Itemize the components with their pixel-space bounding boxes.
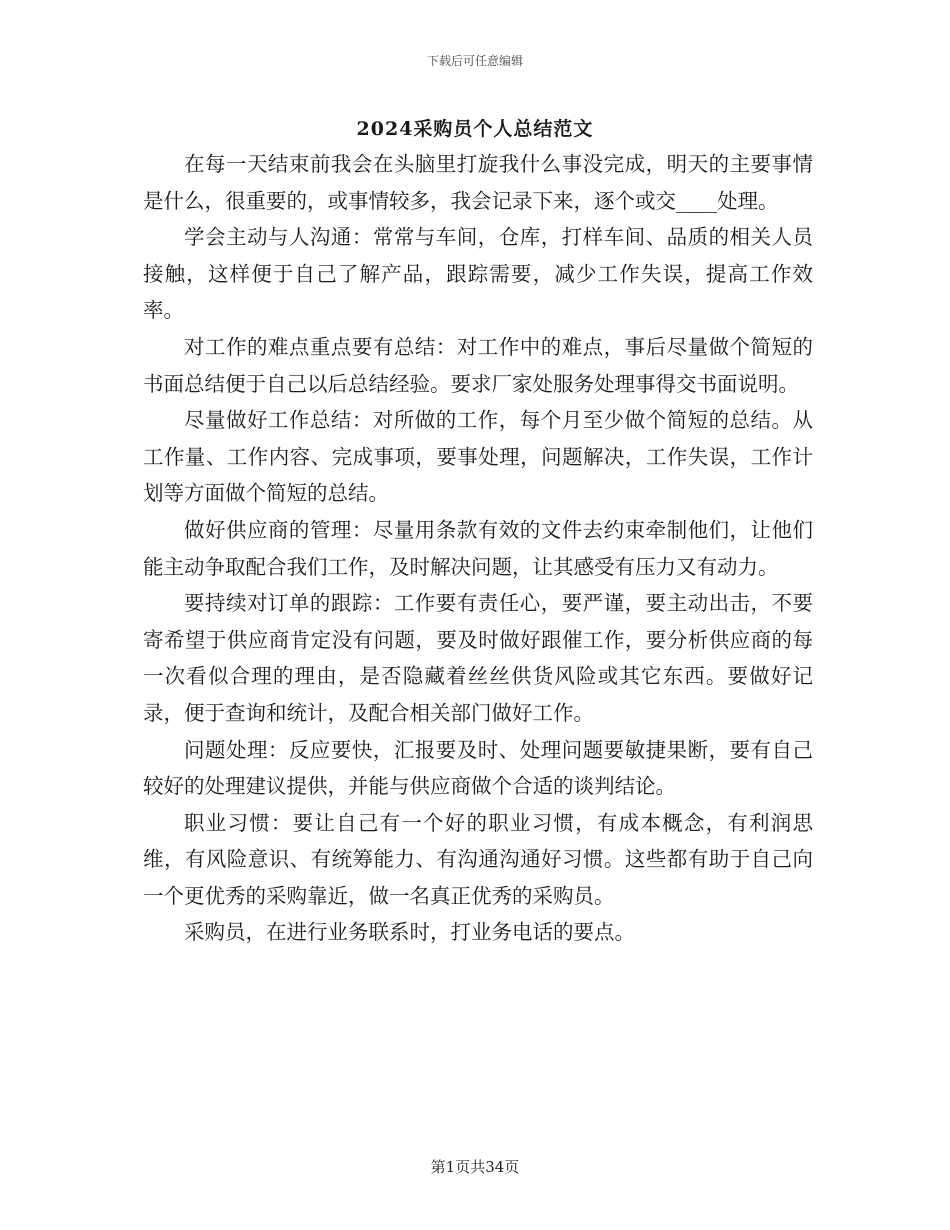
paragraph: 要持续对订单的跟踪：工作要有责任心，要严谨，要主动出击，不要寄希望于供应商肯定没有问题，要及时做好跟催工作，要分析供应商的每一次看似合理的理由，是否隐藏着丝丝供货风险或其它东西。要做好记录，便于查询和统计，及配合相关部门做好工作。	[143, 591, 813, 725]
paragraph: 采购员，在进行业务联系时，打业务电话的要点。	[184, 920, 635, 945]
paragraph: 尽量做好工作总结：对所做的工作，每个月至少做个简短的总结。从工作量、工作内容、完成事项，要事处理，问题解决，工作失误，工作计划等方面做个简短的总结。	[143, 408, 813, 506]
paragraph: 职业习惯：要让自己有一个好的职业习惯，有成本概念，有利润思维，有风险意识、有统筹能力、有沟通沟通好习惯。这些都有助于自己向一个更优秀的采购靠近，做一名真正优秀的采购员。	[143, 810, 813, 908]
paragraph: 学会主动与人沟通：常常与车间，仓库，打样车间、品质的相关人员接触，这样便于自己了解产品，跟踪需要，减少工作失误，提高工作效率。	[143, 225, 813, 323]
paragraph: 做好供应商的管理：尽量用条款有效的文件去约束牵制他们，让他们能主动争取配合我们工作，及时解决问题，让其感受有压力又有动力。	[143, 517, 813, 579]
paragraph: 问题处理：反应要快，汇报要及时、处理问题要敏捷果断，要有自己较好的处理建议提供，并能与供应商做个合适的谈判结论。	[143, 737, 813, 799]
paragraph: 在每一天结束前我会在头脑里打旋我什么事没完成，明天的主要事情是什么，很重要的，或事情较多，我会记录下来，逐个或交____处理。	[143, 152, 813, 213]
page-header: 下载后可任意编辑	[426, 54, 523, 68]
document-title: 2024采购员个人总结范文	[356, 118, 594, 140]
document-body	[143, 146, 813, 951]
page-number: 第1页共34页	[430, 1158, 520, 1176]
paragraph: 对工作的难点重点要有总结：对工作中的难点，事后尽量做个简短的书面总结便于自己以后总结经验。要求厂家处服务处理事得交书面说明。	[143, 334, 813, 396]
